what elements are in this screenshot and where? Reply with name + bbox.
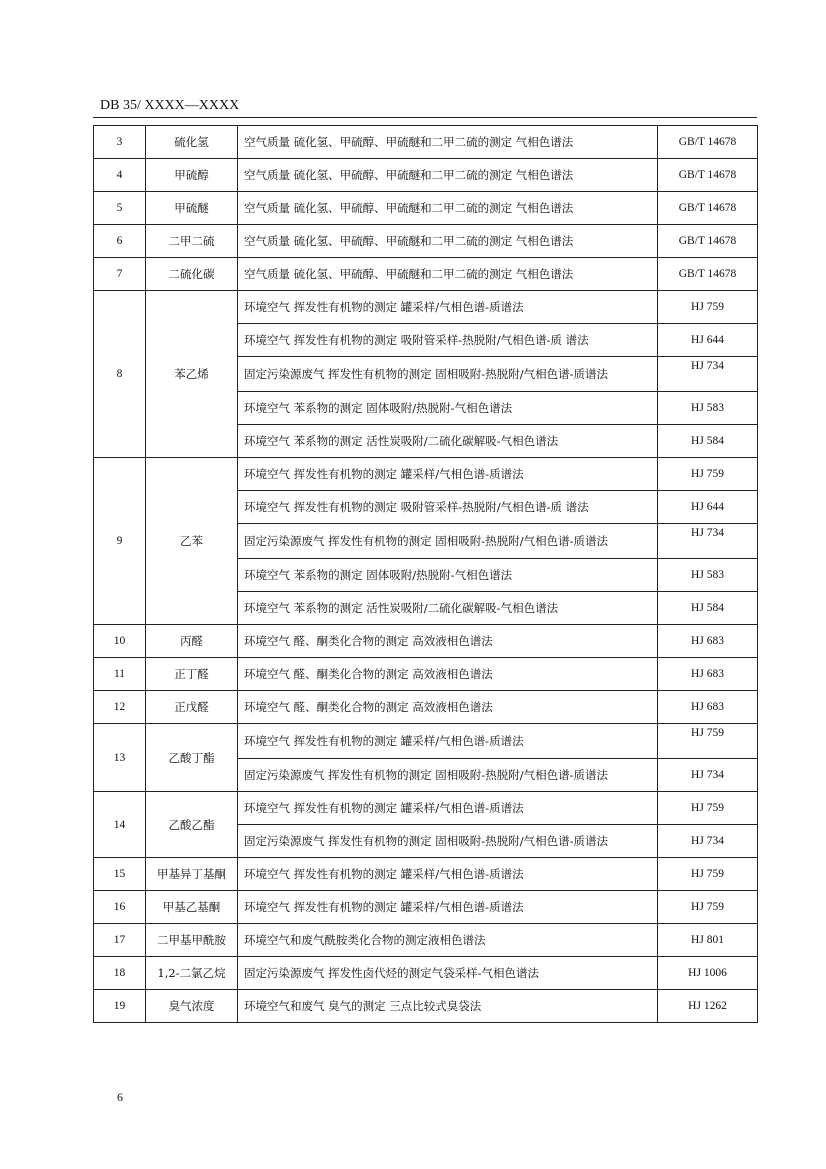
method-name: 环境空气 苯系物的测定 活性炭吸附/二硫化碳解吸-气相色谱法 (238, 425, 658, 458)
item-number: 10 (94, 625, 146, 658)
standard-number: HJ 759 (658, 724, 758, 759)
table-body (94, 126, 758, 1023)
pollutant-name: 甲硫醇 (146, 159, 238, 192)
item-number: 3 (94, 126, 146, 159)
standard-number: HJ 734 (658, 825, 758, 858)
method-name: 环境空气 挥发性有机物的测定 罐采样/气相色谱-质谱法 (238, 858, 658, 891)
item-number: 8 (94, 291, 146, 458)
standards-table (93, 125, 758, 1023)
standard-number: HJ 759 (658, 792, 758, 825)
pollutant-name: 二甲二硫 (146, 225, 238, 258)
method-name: 环境空气 挥发性有机物的测定 吸附管采样-热脱附/气相色谱-质 谱法 (238, 491, 658, 524)
table-row (94, 126, 758, 159)
table-row (94, 724, 758, 759)
table-row (94, 924, 758, 957)
standard-number: HJ 759 (658, 891, 758, 924)
table-row (94, 792, 758, 825)
table-row (94, 691, 758, 724)
pollutant-name: 甲基异丁基酮 (146, 858, 238, 891)
pollutant-name: 二硫化碳 (146, 258, 238, 291)
method-name: 空气质量 硫化氢、甲硫醇、甲硫醚和二甲二硫的测定 气相色谱法 (238, 159, 658, 192)
standard-number: HJ 734 (658, 524, 758, 559)
method-name: 空气质量 硫化氢、甲硫醇、甲硫醚和二甲二硫的测定 气相色谱法 (238, 258, 658, 291)
pollutant-name: 甲硫醚 (146, 192, 238, 225)
header-divider (93, 117, 757, 118)
standard-number: HJ 583 (658, 392, 758, 425)
standard-number: HJ 734 (658, 357, 758, 392)
standard-number: GB/T 14678 (658, 258, 758, 291)
standard-number: HJ 683 (658, 658, 758, 691)
item-number: 17 (94, 924, 146, 957)
method-name: 环境空气 苯系物的测定 固体吸附/热脱附-气相色谱法 (238, 392, 658, 425)
pollutant-name: 苯乙烯 (146, 291, 238, 458)
method-name: 环境空气 挥发性有机物的测定 罐采样/气相色谱-质谱法 (238, 291, 658, 324)
standard-number: HJ 801 (658, 924, 758, 957)
method-name: 环境空气 挥发性有机物的测定 罐采样/气相色谱-质谱法 (238, 891, 658, 924)
pollutant-name: 1,2-二氯乙烷 (146, 957, 238, 990)
item-number: 11 (94, 658, 146, 691)
item-number: 15 (94, 858, 146, 891)
item-number: 14 (94, 792, 146, 858)
pollutant-name: 乙酸乙酯 (146, 792, 238, 858)
standard-number: HJ 683 (658, 691, 758, 724)
pollutant-name: 正戊醛 (146, 691, 238, 724)
method-name: 空气质量 硫化氢、甲硫醇、甲硫醚和二甲二硫的测定 气相色谱法 (238, 225, 658, 258)
method-name: 环境空气 苯系物的测定 固体吸附/热脱附-气相色谱法 (238, 559, 658, 592)
method-name: 固定污染源废气 挥发性有机物的测定 固相吸附-热脱附/气相色谱-质谱法 (238, 825, 658, 858)
standard-number: HJ 759 (658, 291, 758, 324)
method-name: 环境空气 挥发性有机物的测定 罐采样/气相色谱-质谱法 (238, 724, 658, 759)
pollutant-name: 丙醛 (146, 625, 238, 658)
item-number: 5 (94, 192, 146, 225)
method-name: 环境空气 苯系物的测定 活性炭吸附/二硫化碳解吸-气相色谱法 (238, 592, 658, 625)
table-row (94, 957, 758, 990)
item-number: 19 (94, 990, 146, 1023)
method-name: 空气质量 硫化氢、甲硫醇、甲硫醚和二甲二硫的测定 气相色谱法 (238, 126, 658, 159)
standard-number: GB/T 14678 (658, 159, 758, 192)
standard-number: HJ 584 (658, 592, 758, 625)
standard-number: GB/T 14678 (658, 225, 758, 258)
standard-number: HJ 1262 (658, 990, 758, 1023)
pollutant-name: 乙酸丁酯 (146, 724, 238, 792)
standard-number: HJ 759 (658, 858, 758, 891)
method-name: 环境空气 醛、酮类化合物的测定 高效液相色谱法 (238, 625, 658, 658)
table-row (94, 858, 758, 891)
standard-number: HJ 734 (658, 759, 758, 792)
item-number: 4 (94, 159, 146, 192)
page-number: 6 (117, 1090, 123, 1104)
method-name: 环境空气和废气酰胺类化合物的测定液相色谱法 (238, 924, 658, 957)
pollutant-name: 正丁醛 (146, 658, 238, 691)
standard-number: HJ 759 (658, 458, 758, 491)
item-number: 9 (94, 458, 146, 625)
method-name: 环境空气和废气 臭气的测定 三点比较式臭袋法 (238, 990, 658, 1023)
standard-number: HJ 644 (658, 491, 758, 524)
table-row (94, 658, 758, 691)
standard-number: HJ 1006 (658, 957, 758, 990)
table-row (94, 225, 758, 258)
method-name: 固定污染源废气 挥发性有机物的测定 固相吸附-热脱附/气相色谱-质谱法 (238, 357, 658, 392)
method-name: 空气质量 硫化氢、甲硫醇、甲硫醚和二甲二硫的测定 气相色谱法 (238, 192, 658, 225)
item-number: 7 (94, 258, 146, 291)
item-number: 16 (94, 891, 146, 924)
table-row (94, 291, 758, 324)
method-name: 固定污染源废气 挥发性有机物的测定 固相吸附-热脱附/气相色谱-质谱法 (238, 524, 658, 559)
method-name: 环境空气 挥发性有机物的测定 罐采样/气相色谱-质谱法 (238, 458, 658, 491)
method-name: 固定污染源废气 挥发性有机物的测定 固相吸附-热脱附/气相色谱-质谱法 (238, 759, 658, 792)
table-row (94, 258, 758, 291)
item-number: 18 (94, 957, 146, 990)
standard-number: HJ 644 (658, 324, 758, 357)
method-name: 环境空气 醛、酮类化合物的测定 高效液相色谱法 (238, 658, 658, 691)
table-row (94, 159, 758, 192)
pollutant-name: 甲基乙基酮 (146, 891, 238, 924)
item-number: 12 (94, 691, 146, 724)
table-row (94, 990, 758, 1023)
standard-number: GB/T 14678 (658, 192, 758, 225)
pollutant-name: 硫化氢 (146, 126, 238, 159)
standard-number: GB/T 14678 (658, 126, 758, 159)
pollutant-name: 乙苯 (146, 458, 238, 625)
method-name: 环境空气 挥发性有机物的测定 吸附管采样-热脱附/气相色谱-质 谱法 (238, 324, 658, 357)
method-name: 固定污染源废气 挥发性卤代烃的测定气袋采样-气相色谱法 (238, 957, 658, 990)
method-name: 环境空气 挥发性有机物的测定 罐采样/气相色谱-质谱法 (238, 792, 658, 825)
table-row (94, 625, 758, 658)
item-number: 13 (94, 724, 146, 792)
pollutant-name: 臭气浓度 (146, 990, 238, 1023)
table-row (94, 891, 758, 924)
standard-number: HJ 584 (658, 425, 758, 458)
table-row (94, 192, 758, 225)
standard-number: HJ 683 (658, 625, 758, 658)
document-code: DB 35/ XXXX—XXXX (100, 98, 240, 113)
standard-number: HJ 583 (658, 559, 758, 592)
method-name: 环境空气 醛、酮类化合物的测定 高效液相色谱法 (238, 691, 658, 724)
pollutant-name: 二甲基甲酰胺 (146, 924, 238, 957)
table-row (94, 458, 758, 491)
item-number: 6 (94, 225, 146, 258)
